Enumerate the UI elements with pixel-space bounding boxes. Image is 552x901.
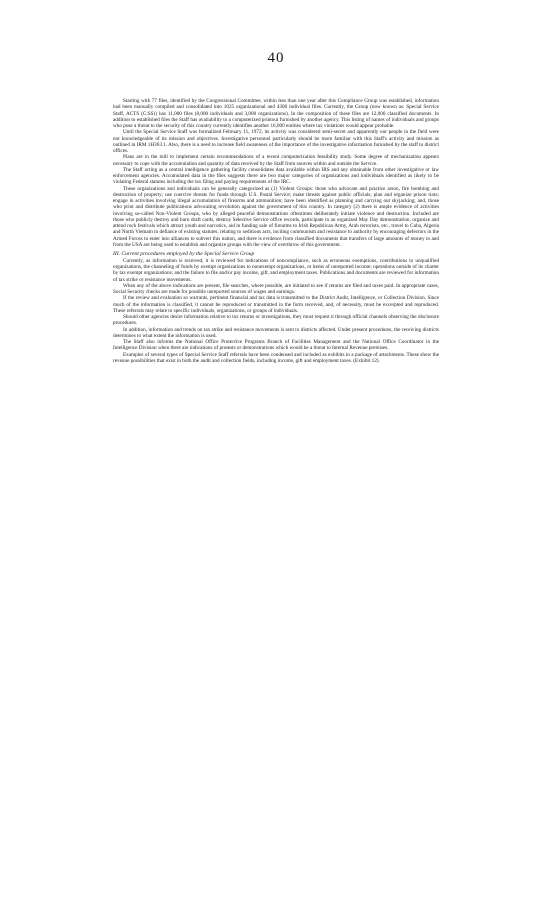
section-heading: III. Current procedures employed by the Special Service Group [113,250,255,257]
paragraph: Should other agencies desire information relative to tax returns or investigations, they must request it through official channels observing the disclosure procedures. [113,314,439,327]
paragraph: Examples of several types of Special Service Staff referrals have been condensed and included as exhibits in a package of attachments. These show the revenue possibilities that exist in both the audit and collection fields, including income, gift and employment taxes. (Exhibit 12). [113,351,439,364]
paragraph: The Staff also informs the National Office Protective Programs Branch of Facilities Management and the National Office Coordinator in the Intelligence Division when there are indications of protests or demonstrations which would be a threat to Internal Revenue premises. [113,339,439,352]
paragraph: The Staff acting as a central intelligence gathering facility consolidates data available within IRS and any obtainable from other investigative or law enforcement agencies. Accumulated data in the files suggests there are two major categories of organizations and individuals identified as likely to be violating Federal statutes including the tax filing and paying requirements of the IRC. [113,166,439,186]
paragraph: If the review and evaluation so warrants, pertinent financial and tax data is transmitted to the District Audit, Intelligence, or Collection Division. Since much of the information is classified, it cannot be reproduced or transmitted in the form received, and, of necessity, must be excerpted and reproduced. These referrals may relate to specific individuals, organizations, or groups of individuals. [113,295,439,314]
paragraph: These organizations and individuals can be generally categorized as (1) Violent Groups: those who advocate and practice arson, fire bombing and destruction of property; use coercive threats for funds through U.S. Postal Service; make threats against public officials; plan and organize prison riots; engage in activities involving illegal accumulation of firearms and ammunition; have been identified as planning and carrying out skyjacking; and, those who print and distribute publications advocating revolution against the government of this country. In category (2) there is ample evidence of activities involving so-called Non-Violent Groups, who by alleged peaceful demonstrations oftentimes deliberately initiate violence and destruction. Included are those who publicly destroy and burn draft cards, destroy Selective Service office records, participate in an organized May Day demonstration, organize and attend rock festivals which attract youth and narcotics, aid in funding sale of firearms to Irish Republican Army, Arab terrorists, etc., travel to Cuba, Algeria and North Vietnam in defiance of existing statutes, relating to seditious acts, inciting communism and resistance to authority by encouraging defectors in the Armed Forces to enter into alliances to subvert this nation, and there is evidence from classified documents that transfers of large amounts of money to and from the USA are being used to establish and organize groups with the view of overthrow of this government. [113,185,439,248]
page-number: 40 [267,50,285,66]
paragraph: Until the Special Service Staff was formalized February 11, 1972, its activity was considered semi-secret and apparently our people in the field were not knowledgeable of its mission and objectives. Investigative personnel particularly should be more familiar with this Staff's activity and mission as outlined in IRM 1H363.1. Also, there is a need to increase field awareness of the importance of the investigative information furnished by the staff to district offices. [113,129,439,154]
paragraph: Plans are in the mill to implement certain recommendations of a recent computerization feasibility study. Some degree of mechanization appears necessary to cope with the accumulation and quantity of data received by the Staff from sources within and outside the Service. [113,154,439,167]
body-text [113,98,439,364]
paragraph: Currently, as information is received, it is reviewed for indications of noncompliance, such as erroneous exemptions, contributions to unqualified organizations, the channeling of funds by exempt organizations to nonexempt organizations, or items of unreported income; operations outside of its charter by tax exempt organizations; and the failure to file and/or pay income, gift, and employment taxes. Publications and documents are reviewed for information of tax strike or resistance movements. [113,257,439,283]
paragraph: Starting with 77 files, identified by the Congressional Committee, within less than one year after this Compliance Group was established, information had been manually compiled and consolidated into 1025 organizational and 4300 individual files. Currently, the Group (now known as: Special Service Staff, ACTS (C:SS)) has 11,000 files (8,000 individuals and 3,000 organizations). In the composition of these files are 12,000 classified documents. In addition to established files the Staff has availability to a computerized printout furnished by another agency. This listing of names of individuals and groups who pose a threat to the security of this country currently identifies another 16,000 entities where tax violations would appear probable. [113,98,439,129]
paragraph: When any of the above indications are present, file searches, where possible, are initiated to see if returns are filed and taxes paid. In appropriate cases, Social Security checks are made for possible unreported sources of wages and earnings. [113,282,439,295]
paragraph: In addition, information and trends on tax strike and resistance movements is sent to districts affected. Under present procedures, the receiving districts determines to what extent the information is used. [113,326,439,339]
